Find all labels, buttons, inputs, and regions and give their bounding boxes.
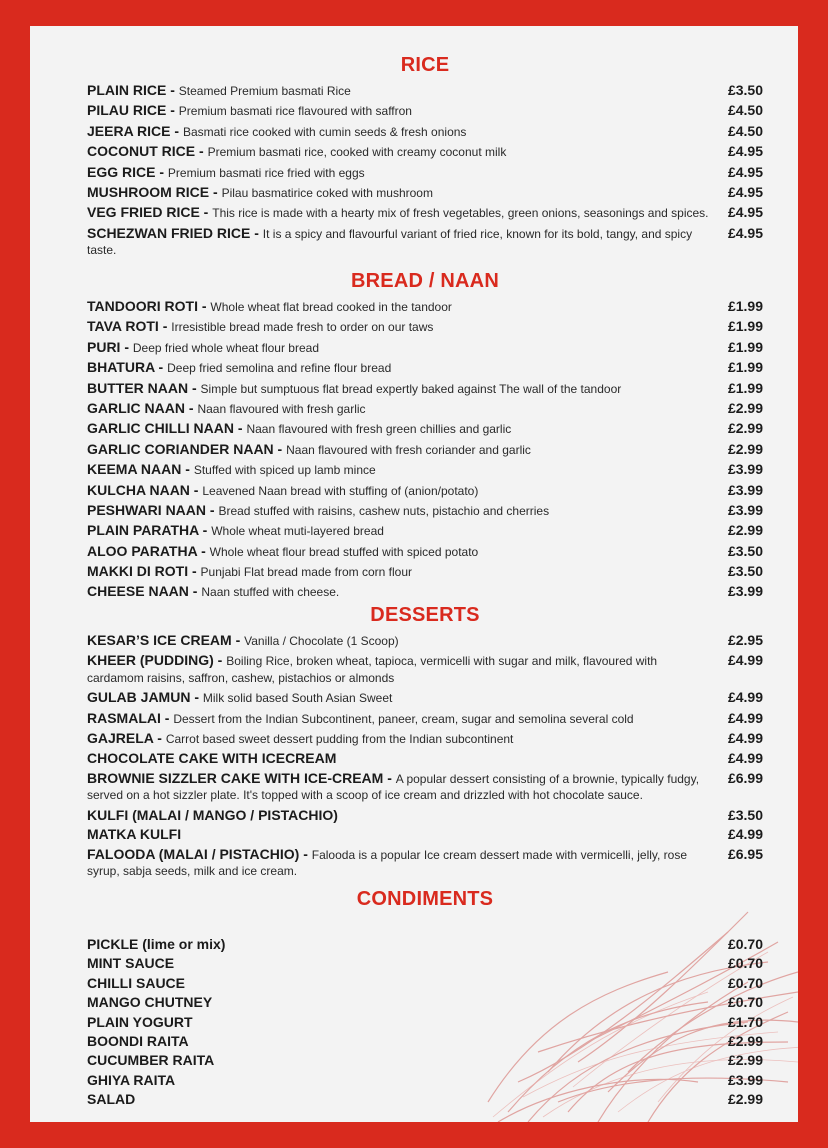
menu-item-text <box>87 299 719 316</box>
item-name: GHIYA RAITA <box>87 1071 176 1088</box>
item-name: GARLIC CORIANDER NAAN - <box>87 440 287 457</box>
menu-item <box>87 1053 763 1069</box>
item-name: RASMALAI - <box>87 709 174 726</box>
item-price: £0.70 <box>727 936 763 952</box>
item-description: Steamed Premium basmati Rice <box>178 84 351 98</box>
menu-item <box>87 340 763 357</box>
item-description: Simple but sumptuous flat bread expertly baked against The wall of the tandoor <box>200 381 622 396</box>
menu-item <box>87 299 763 316</box>
section-bread <box>87 270 763 605</box>
item-description: Whole wheat flour bread stuffed with spiced potato <box>209 544 479 559</box>
menu-item-text <box>87 731 719 748</box>
item-price: £1.99 <box>727 298 763 314</box>
item-name: GARLIC NAAN - <box>87 399 198 416</box>
item-name: BROWNIE SIZZLER CAKE WITH ICE-CREAM - <box>87 769 396 786</box>
menu-item <box>87 360 763 377</box>
menu-item <box>87 827 763 843</box>
menu-item <box>87 503 763 520</box>
item-name: PICKLE (lime or mix) <box>87 936 226 952</box>
item-name: CHEESE NAAN - <box>87 583 202 600</box>
item-price: £2.99 <box>727 522 763 539</box>
item-name: KULFI (MALAI / MANGO / PISTACHIO) <box>87 806 338 823</box>
item-price: £3.99 <box>727 501 763 518</box>
item-name: PESHWARI NAAN - <box>87 501 219 518</box>
menu-item <box>87 847 763 880</box>
menu-item-text <box>87 340 719 357</box>
item-description: Naan flavoured with fresh green chillies and garlic <box>246 422 512 437</box>
menu-item-text <box>87 847 719 880</box>
item-price: £0.70 <box>727 974 763 991</box>
menu-item <box>87 633 763 650</box>
menu-item <box>87 937 763 953</box>
item-price: £3.50 <box>727 563 763 580</box>
item-description: Falooda is a popular Ice cream dessert made with vermicelli, jelly, rose syrup, sabja seeds, milk and ice cream. <box>87 847 688 879</box>
menu-list <box>87 299 763 601</box>
menu-item-text <box>87 185 719 202</box>
item-name: KESAR’S ICE CREAM - <box>87 632 245 648</box>
item-name: GAJRELA - <box>87 730 166 747</box>
menu-page <box>30 26 798 1122</box>
menu-item-text <box>87 584 719 601</box>
menu-item-text <box>87 1092 719 1108</box>
item-price: £4.50 <box>727 102 763 119</box>
item-price: £6.95 <box>727 845 763 862</box>
item-name: EGG RICE - <box>87 163 168 180</box>
menu-item <box>87 165 763 182</box>
menu-item-text <box>87 83 719 100</box>
item-price: £2.99 <box>727 1032 763 1049</box>
item-name: PILAU RICE - <box>87 102 179 119</box>
item-description: Stuffed with spiced up lamb mince <box>193 463 376 478</box>
menu-item-text <box>87 1034 719 1050</box>
item-price: £3.50 <box>727 542 763 559</box>
menu-item <box>87 483 763 500</box>
item-price: £0.70 <box>727 994 763 1011</box>
item-description: Deep fried whole wheat flour bread <box>132 340 320 355</box>
menu-list <box>87 937 763 1108</box>
menu-item <box>87 544 763 561</box>
menu-item <box>87 808 763 824</box>
menu-item-text <box>87 653 719 686</box>
item-name: BOONDI RAITA <box>87 1032 189 1049</box>
item-description: Carrot based sweet dessert pudding from the Indian subcontinent <box>165 732 514 747</box>
item-price: £4.99 <box>727 652 763 669</box>
item-description: Premium basmati rice fried with eggs <box>167 165 365 180</box>
item-name: ALOO PARATHA - <box>87 542 210 559</box>
item-name: PLAIN RICE - <box>87 82 179 98</box>
menu-item-text <box>87 1015 719 1031</box>
item-price: £2.95 <box>727 632 763 648</box>
menu-item <box>87 1092 763 1108</box>
menu-item <box>87 401 763 418</box>
menu-item <box>87 711 763 728</box>
item-price: £3.99 <box>727 461 763 478</box>
item-description: Naan stuffed with cheese. <box>201 585 340 600</box>
item-price: £0.70 <box>727 955 763 972</box>
menu-item <box>87 226 763 259</box>
menu-item <box>87 584 763 601</box>
section-desserts <box>87 604 763 883</box>
menu-item <box>87 731 763 748</box>
menu-item-text <box>87 771 719 804</box>
menu-item-text <box>87 483 719 500</box>
menu-item-text <box>87 937 719 953</box>
section-title-desserts: DESSERTS <box>370 604 480 626</box>
item-name: PLAIN YOGURT <box>87 1013 193 1030</box>
item-price: £4.95 <box>727 183 763 200</box>
item-price: £1.99 <box>727 359 763 376</box>
section-title-rice: RICE <box>400 54 450 76</box>
item-name: GARLIC CHILLI NAAN - <box>87 420 247 437</box>
item-price: £1.99 <box>727 379 763 396</box>
item-name: BHATURA - <box>87 359 168 376</box>
menu-item <box>87 1034 763 1050</box>
item-name: JEERA RICE - <box>87 122 183 139</box>
item-name: MATKA KULFI <box>87 826 182 843</box>
item-name: VEG FRIED RICE - <box>87 204 213 221</box>
menu-item <box>87 442 763 459</box>
item-name: CUCUMBER RAITA <box>87 1052 215 1069</box>
menu-item-text <box>87 633 719 650</box>
item-price: £4.99 <box>727 709 763 726</box>
item-price: £6.99 <box>727 769 763 786</box>
menu-item <box>87 83 763 100</box>
item-description: Naan flavoured with fresh garlic <box>197 401 366 416</box>
menu-item <box>87 564 763 581</box>
item-name: KULCHA NAAN - <box>87 481 203 498</box>
menu-item <box>87 976 763 992</box>
item-name: CHILLI SAUCE <box>87 974 185 991</box>
item-price: £1.99 <box>727 338 763 355</box>
menu-list <box>87 633 763 880</box>
menu-item <box>87 185 763 202</box>
item-name: TAVA ROTI - <box>87 318 172 335</box>
item-description: A popular dessert consisting of a brownie, typically fudgy, served on a hot sizzler plate. It's topped with a scoop of ice cream and drizzled with hot chocolate sauce. <box>87 771 700 803</box>
item-name: TANDOORI ROTI - <box>87 298 211 314</box>
item-price: £4.95 <box>727 224 763 241</box>
item-price: £4.95 <box>727 143 763 160</box>
menu-item-text <box>87 808 719 824</box>
menu-item <box>87 103 763 120</box>
menu-item <box>87 1073 763 1089</box>
item-price: £2.99 <box>727 1091 763 1108</box>
menu-item <box>87 771 763 804</box>
menu-item <box>87 381 763 398</box>
item-name: MUSHROOM RICE - <box>87 183 222 200</box>
menu-item-text <box>87 1073 719 1089</box>
item-description: Milk solid based South Asian Sweet <box>202 691 393 706</box>
item-price: £2.99 <box>727 420 763 437</box>
menu-item-text <box>87 690 719 707</box>
item-description: Vanilla / Chocolate (1 Scoop) <box>244 634 399 648</box>
menu-item-text <box>87 144 719 161</box>
item-price: £3.99 <box>727 583 763 600</box>
item-name: FALOODA (MALAI / PISTACHIO) - <box>87 845 312 862</box>
menu-item-text <box>87 381 719 398</box>
menu-item <box>87 462 763 479</box>
menu-item-text <box>87 523 719 540</box>
item-price: £4.99 <box>727 750 763 767</box>
item-name: PURI - <box>87 338 133 355</box>
item-price: £2.99 <box>727 1052 763 1069</box>
menu-item-text <box>87 421 719 438</box>
item-name: MAKKI DI ROTI - <box>87 563 201 580</box>
menu-item-text <box>87 976 719 992</box>
item-description: It is a spicy and flavourful variant of fried rice, known for its bold, tangy, and spicy taste. <box>87 226 693 258</box>
item-description: Punjabi Flat bread made from corn flour <box>200 565 412 580</box>
menu-item <box>87 124 763 141</box>
section-title-bread: BREAD / NAAN <box>351 270 499 292</box>
item-description: Naan flavoured with fresh coriander and garlic <box>286 442 531 457</box>
item-name: MANGO CHUTNEY <box>87 994 213 1011</box>
menu-item-text <box>87 827 719 843</box>
item-price: £1.99 <box>727 318 763 335</box>
item-price: £3.99 <box>727 1071 763 1088</box>
item-name: SCHEZWAN FRIED RICE - <box>87 224 263 241</box>
item-description: Irresistible bread made fresh to order on our taws <box>171 320 434 335</box>
menu-item-text <box>87 995 719 1011</box>
item-price: £3.50 <box>727 806 763 823</box>
menu-item-text <box>87 711 719 728</box>
item-price: £1.70 <box>727 1013 763 1030</box>
section-title-condiments: CONDIMENTS <box>356 888 494 910</box>
menu-item-text <box>87 544 719 561</box>
item-description: Dessert from the Indian Subcontinent, paneer, cream, sugar and semolina several cold <box>173 711 634 726</box>
section-condiments <box>87 888 763 1112</box>
item-description: Premium basmati rice, cooked with creamy coconut milk <box>207 145 507 160</box>
menu-item-text <box>87 1053 719 1069</box>
item-description: Pilau basmatirice coked with mushroom <box>221 185 433 200</box>
menu-item <box>87 205 763 222</box>
item-name: CHOCOLATE CAKE WITH ICECREAM <box>87 750 337 767</box>
menu-item <box>87 523 763 540</box>
item-description: This rice is made with a hearty mix of fresh vegetables, green onions, seasonings and spices. <box>212 206 709 221</box>
item-price: £4.50 <box>727 122 763 139</box>
item-description: Premium basmati rice flavoured with saffron <box>178 104 412 119</box>
menu-list <box>87 83 763 259</box>
item-description: Basmati rice cooked with cumin seeds & fresh onions <box>182 124 467 139</box>
item-name: KHEER (PUDDING) - <box>87 652 227 669</box>
item-description: Boiling Rice, broken wheat, tapioca, vermicelli with sugar and milk, flavoured with cardamom raisins, saffron, cashew, pistachios or almonds <box>87 654 658 685</box>
item-price: £4.95 <box>727 163 763 180</box>
menu-item-text <box>87 564 719 581</box>
item-description: Whole wheat flat bread cooked in the tandoor <box>210 300 452 314</box>
menu-item-text <box>87 751 719 767</box>
menu-item <box>87 690 763 707</box>
item-name: MINT SAUCE <box>87 955 175 972</box>
item-name: GULAB JAMUN - <box>87 689 203 706</box>
menu-item <box>87 751 763 767</box>
menu-item-text <box>87 462 719 479</box>
section-rice <box>87 54 763 263</box>
menu-item <box>87 653 763 686</box>
menu-item-text <box>87 360 719 377</box>
item-name: COCONUT RICE - <box>87 143 208 160</box>
item-price: £2.99 <box>727 399 763 416</box>
menu-item-text <box>87 956 719 972</box>
menu-item <box>87 319 763 336</box>
item-price: £3.99 <box>727 481 763 498</box>
menu-item-text <box>87 226 719 259</box>
item-name: KEEMA NAAN - <box>87 461 194 478</box>
item-price: £4.99 <box>727 689 763 706</box>
menu-item <box>87 995 763 1011</box>
menu-item-text <box>87 205 719 222</box>
menu-item-text <box>87 503 719 520</box>
item-price: £3.50 <box>727 82 763 98</box>
item-name: PLAIN PARATHA - <box>87 522 212 539</box>
item-price: £4.99 <box>727 730 763 747</box>
item-price: £4.99 <box>727 826 763 843</box>
item-price: £4.95 <box>727 204 763 221</box>
menu-item <box>87 956 763 972</box>
item-price: £2.99 <box>727 440 763 457</box>
item-description: Whole wheat muti-layered bread <box>211 524 384 539</box>
menu-item-text <box>87 442 719 459</box>
item-description: Deep fried semolina and refine flour bread <box>167 361 392 376</box>
item-description: Bread stuffed with raisins, cashew nuts, pistachio and cherries <box>218 503 550 518</box>
menu-item <box>87 1015 763 1031</box>
item-description: Leavened Naan bread with stuffing of (anion/potato) <box>202 483 479 498</box>
menu-item-text <box>87 124 719 141</box>
menu-item <box>87 421 763 438</box>
menu-item-text <box>87 165 719 182</box>
menu-item-text <box>87 401 719 418</box>
item-name: BUTTER NAAN - <box>87 379 201 396</box>
menu-item-text <box>87 319 719 336</box>
item-name: SALAD <box>87 1091 136 1108</box>
menu-item-text <box>87 103 719 120</box>
menu-item <box>87 144 763 161</box>
